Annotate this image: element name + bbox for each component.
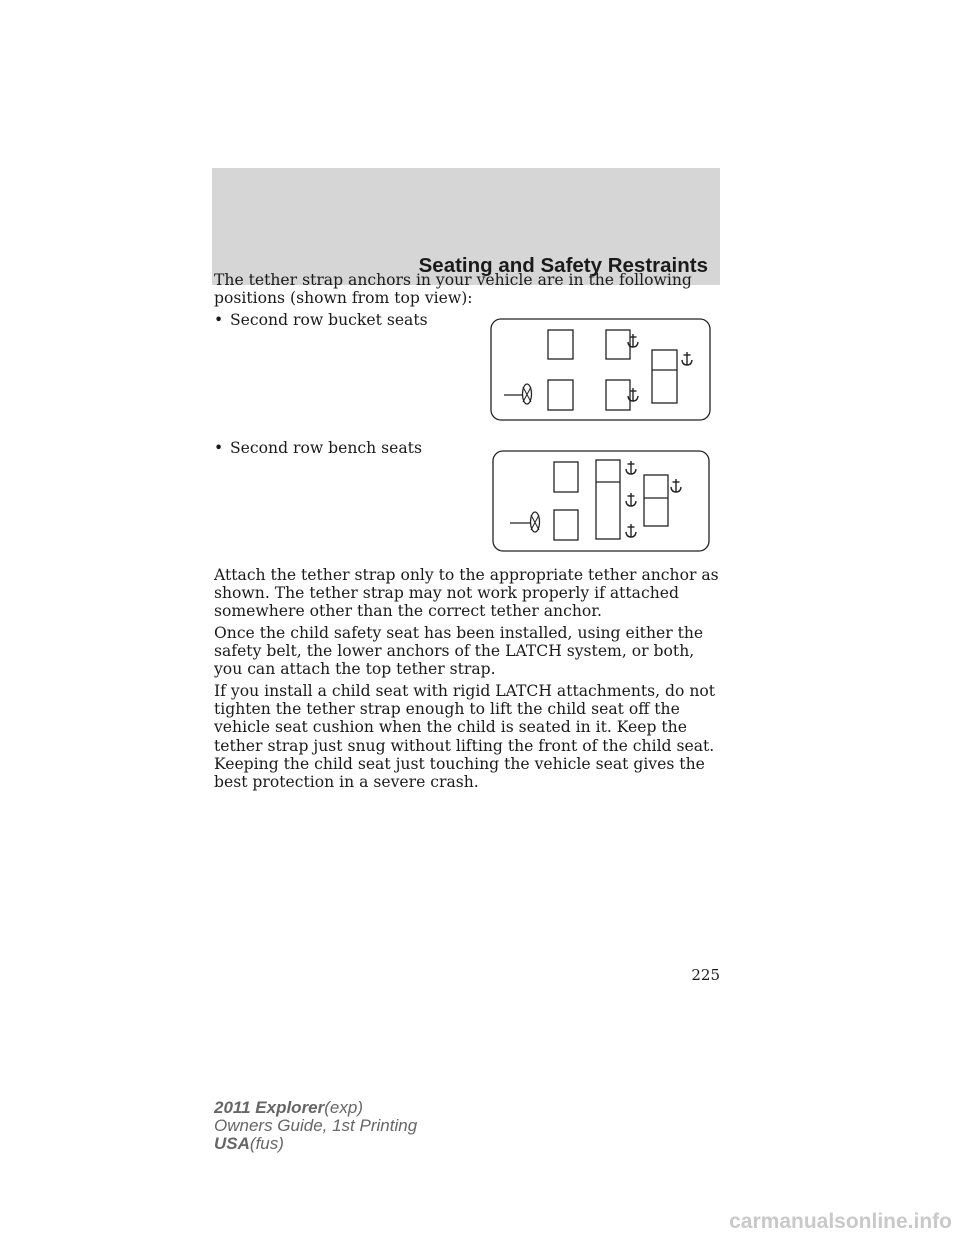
front-left-seat [554, 462, 578, 492]
bullet-bucket-seats [214, 311, 428, 329]
paragraph-rigid-latch: If you install a child seat with rigid LATCH attachments, do not tighten the tether strap enough to lift the child seat off the vehicle seat cushion when the child is seated in it. Keep the tether strap just snug without lifting the front of the child seat. Keeping the child seat just touching the vehicle seat gives the best protection in a severe crash. [214, 682, 716, 792]
anchor-icon [626, 493, 636, 506]
intro-paragraph: The tether strap anchors in your vehicle are in the following positions (shown from top view): [214, 271, 692, 308]
anchor-icon [682, 352, 692, 365]
bullet-dot: • [214, 311, 224, 329]
bullet-label: Second row bucket seats [230, 311, 428, 329]
steering-wheel-icon [510, 512, 540, 532]
anchor-icon [626, 524, 636, 537]
bullet-bench-seats [214, 439, 422, 457]
watermark: carmanualsonline.info [729, 1210, 952, 1233]
paragraph-attach-tether: Attach the tether strap only to the appropriate tether anchor as shown. The tether strap may not work properly if attached somewhere other than the correct tether anchor. [214, 566, 719, 621]
bench-seat [596, 460, 620, 539]
section-title: Seating and Safety Restraints [418, 254, 708, 277]
front-left-seat [548, 330, 573, 359]
section-header-band [212, 168, 720, 285]
footer-line-1: 2011 Explorer(exp) [214, 1098, 363, 1117]
third-row-seat [652, 350, 677, 403]
bucket-seats-diagram [490, 318, 712, 422]
bullet-label: Second row bench seats [230, 439, 422, 457]
third-row-seat [644, 475, 668, 526]
bullet-dot: • [214, 439, 224, 457]
paragraph-installed-seat: Once the child safety seat has been installed, using either the safety belt, the lower anchors of the LATCH system, or both, you can attach the top tether strap. [214, 624, 704, 679]
footer-line-3: USA(fus) [214, 1134, 284, 1153]
steering-wheel-icon [504, 384, 532, 404]
document-footer [214, 1099, 417, 1153]
front-right-seat [554, 510, 578, 540]
anchor-icon [626, 461, 636, 474]
bucket-seat-left [606, 330, 630, 359]
bench-seats-diagram [492, 450, 712, 553]
page-number: 225 [691, 966, 720, 984]
anchor-icon [671, 479, 681, 492]
bucket-seat-right [606, 380, 630, 410]
footer-line-2: Owners Guide, 1st Printing [214, 1116, 418, 1135]
front-right-seat [548, 380, 573, 410]
